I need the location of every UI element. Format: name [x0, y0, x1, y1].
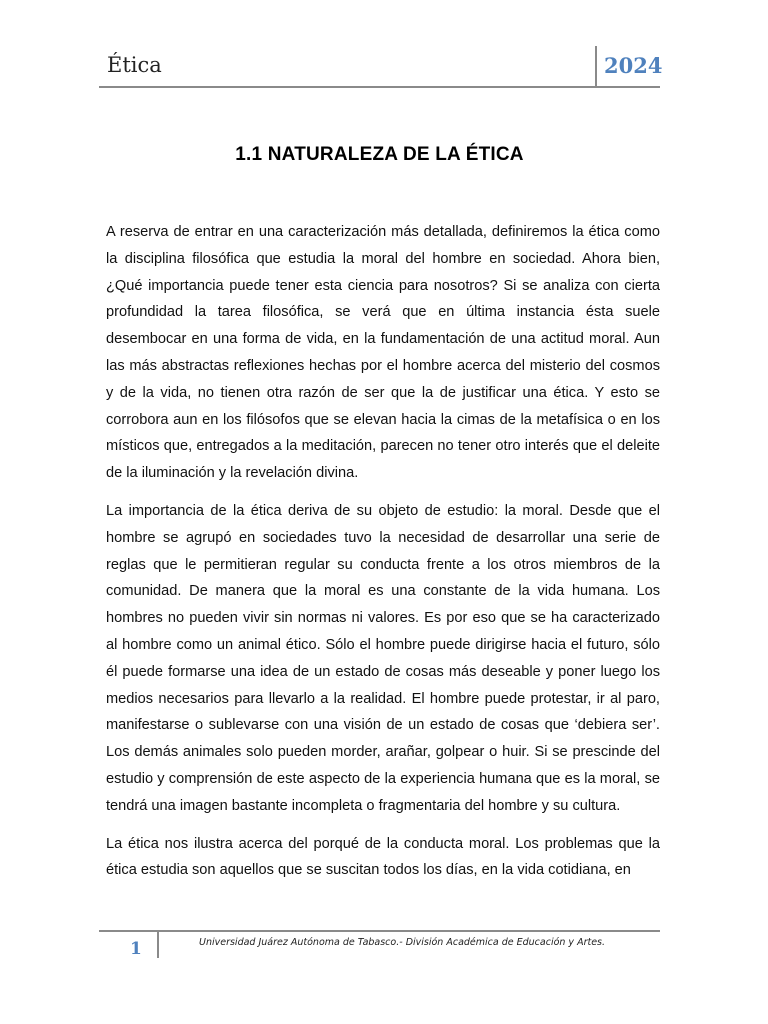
page-header	[99, 44, 663, 88]
paragraph-2: La importancia de la ética deriva de su objeto de estudio: la moral. Desde que el hombre se agrupó en sociedades tuvo la necesidad de desarrollar una serie de reglas que le permitieran regular su conducta frente a los otros miembros de la comunidad. De manera que la moral es una constante de la vida humana. Los hombres no pueden vivir sin normas ni valores. Es por eso que se ha caracterizado al hombre como un animal ético. Sólo el hombre puede dirigirse hacia el futuro, sólo él puede formarse una idea de un estado de cosas más deseable y poner luego los medios necesarios para llevarlo a la realidad. El hombre puede protestar, ir al paro, manifestarse o sublevarse con una visión de un estado de cosas que ‘debiera ser’. Los demás animales solo pueden morder, arañar, golpear o huir. Si se prescinde del estudio y comprensión de este aspecto de la experiencia humana que es la moral, se tendrá una imagen bastante incompleta o fragmentaria del hombre y su cultura.	[106, 502, 660, 814]
footer-divider	[157, 932, 159, 958]
body-text	[106, 219, 660, 895]
header-title: Ética	[107, 53, 162, 77]
footer-institution: Universidad Juárez Autónoma de Tabasco.- División Académica de Educación y Artes.	[199, 937, 606, 948]
page-footer	[99, 930, 660, 966]
header-year: 2024	[604, 53, 663, 78]
page-number: 1	[130, 939, 142, 959]
paragraph-3: La ética nos ilustra acerca del porqué de la conducta moral. Los problemas que la ética estudia son aquellos que se suscitan todos los días, en la vida cotidiana, en	[106, 835, 660, 879]
section-title: 1.1 NATURALEZA DE LA ÉTICA	[235, 144, 524, 165]
header-divider	[595, 46, 597, 86]
paragraph-1: A reserva de entrar en una caracterización más detallada, definiremos la ética como la disciplina filosófica que estudia la moral del hombre en sociedad. Ahora bien, ¿Qué importancia puede tener esta ciencia para nosotros? Si se analiza con cierta profundidad la tarea filosófica, se verá que en última instancia ésta suele desembocar en una forma de vida, en la fundamentación de una actitud moral. Aun las más abstractas reflexiones hechas por el hombre acerca del misterio del cosmos y de la vida, no tienen otra razón de ser que la de justificar una ética. Y esto se corrobora aun en los filósofos que se elevan hacia la cimas de la metafísica o en los místicos que, entregados a la meditación, parecen no tener otro interés que el deleite de la iluminación y la revelación divina.	[106, 224, 660, 482]
